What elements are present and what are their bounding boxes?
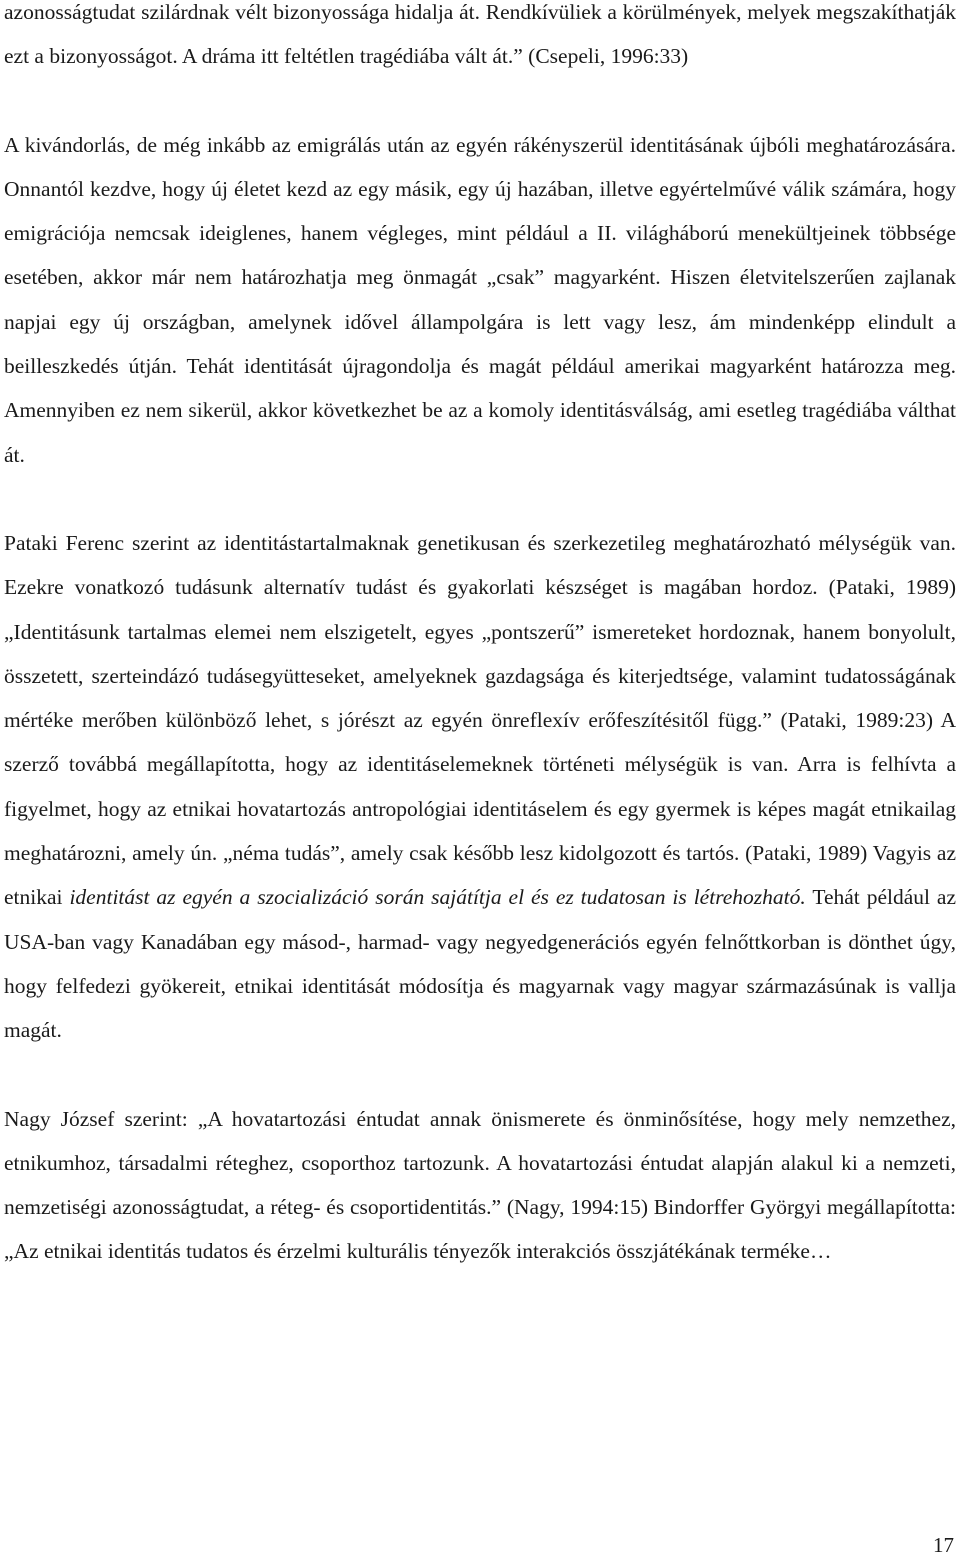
- page-number: 17: [933, 1533, 954, 1557]
- paragraph-gap: [4, 79, 956, 123]
- paragraph-4: [4, 1097, 956, 1274]
- paragraph-2-text: A kivándorlás, de még inkább az emigrálás után az egyén rákényszerül identitásának újbóli meghatározására. Onnantól kezdve, hogy új életet kezd az egy másik, egy új hazában, illetve egyértelművé válik számára, hogy emigrációja nemcsak ideiglenes, hanem végleges, mint például a II. világháború menekültjeinek többsége esetében, akkor már nem határozhatja meg önmagát „csak” magyarként. Hiszen életvitelszerűen zajlanak napjai egy új országban, amelynek idővel állampolgára is lett vagy lesz, ám mindenképp elindult a beilleszkedés útján. Tehát identitását újragondolja és magát például amerikai magyarként határozza meg. Amennyiben ez nem sikerül, akkor következhet be az a komoly identitásválság, ami esetleg tragédiába válthat át.: [4, 132, 956, 467]
- paragraph-4-text: Nagy József szerint: „A hovatartozási éntudat annak önismerete és önminősítése, hogy mely nemzethez, etnikumhoz, társadalmi réteghez, csoporthoz tartozunk. A hovatartozási éntudat alapján alakul ki a nemzeti, nemzetiségi azonosságtudat, a réteg- és csoportidentitás.” (Nagy, 1994:15) Bindorffer Györgyi megállapította: „Az etnikai identitás tudatos és érzelmi kulturális tényezők interakciós összjátékának terméke…: [4, 1106, 956, 1264]
- paragraph-3-italic-text: identitást az egyén a szocializáció során sajátítja el és ez tudatosan is létrehozható.: [69, 885, 806, 910]
- paragraph-1: [4, 0, 956, 79]
- paragraph-1-text: azonosságtudat szilárdnak vélt bizonyossága hidalja át. Rendkívüliek a körülmények, melyek megszakíthatják ezt a bizonyosságot. A dráma itt feltétlen tragédiába vált át.” (Csepeli, 1996:33): [4, 0, 956, 69]
- paragraph-gap: [4, 477, 956, 521]
- paragraph-2: [4, 123, 956, 477]
- paragraph-3: [4, 521, 956, 1053]
- document-page: [4, 0, 956, 1274]
- paragraph-3-text-end: Tehát például az USA-ban vagy Kanadában egy másod-, harmad- vagy negyedgenerációs egyén felnőttkorban is dönthet úgy, hogy felfedezi gyökereit, etnikai identitását módosítja és magyarnak vagy magyar származásúnak is vallja magát.: [4, 885, 956, 1043]
- paragraph-gap: [4, 1053, 956, 1097]
- paragraph-3-text: Pataki Ferenc szerint az identitástartalmaknak genetikusan és szerkezetileg meghatározható mélységük van. Ezekre vonatkozó tudásunk alternatív tudást és gyakorlati készséget is magában hordoz. (Pataki, 1989) „Identitásunk tartalmas elemei nem elszigetelt, egyes „pontszerű” ismereteket hordoznak, hanem bonyolult, összetett, szerteindázó tudásegyütteseket, amelyeknek gazdagsága és kiterjedtsége, valamint tudatosságának mértéke merőben különböző lehet, s jórészt az egyén önreflexív erőfeszítésitől függ.” (Pataki, 1989:23) A szerző továbbá megállapította, hogy az identitáselemeknek történeti mélységük is van. Arra is felhívta a figyelmet, hogy az etnikai hovatartozás antropológiai identitáselem és egy gyermek is képes magát etnikailag meghatározni, amely ún. „néma tudás”, amely csak később lesz kidolgozott és tartós. (Pataki, 1989) Vagyis az etnikai: [4, 530, 956, 910]
